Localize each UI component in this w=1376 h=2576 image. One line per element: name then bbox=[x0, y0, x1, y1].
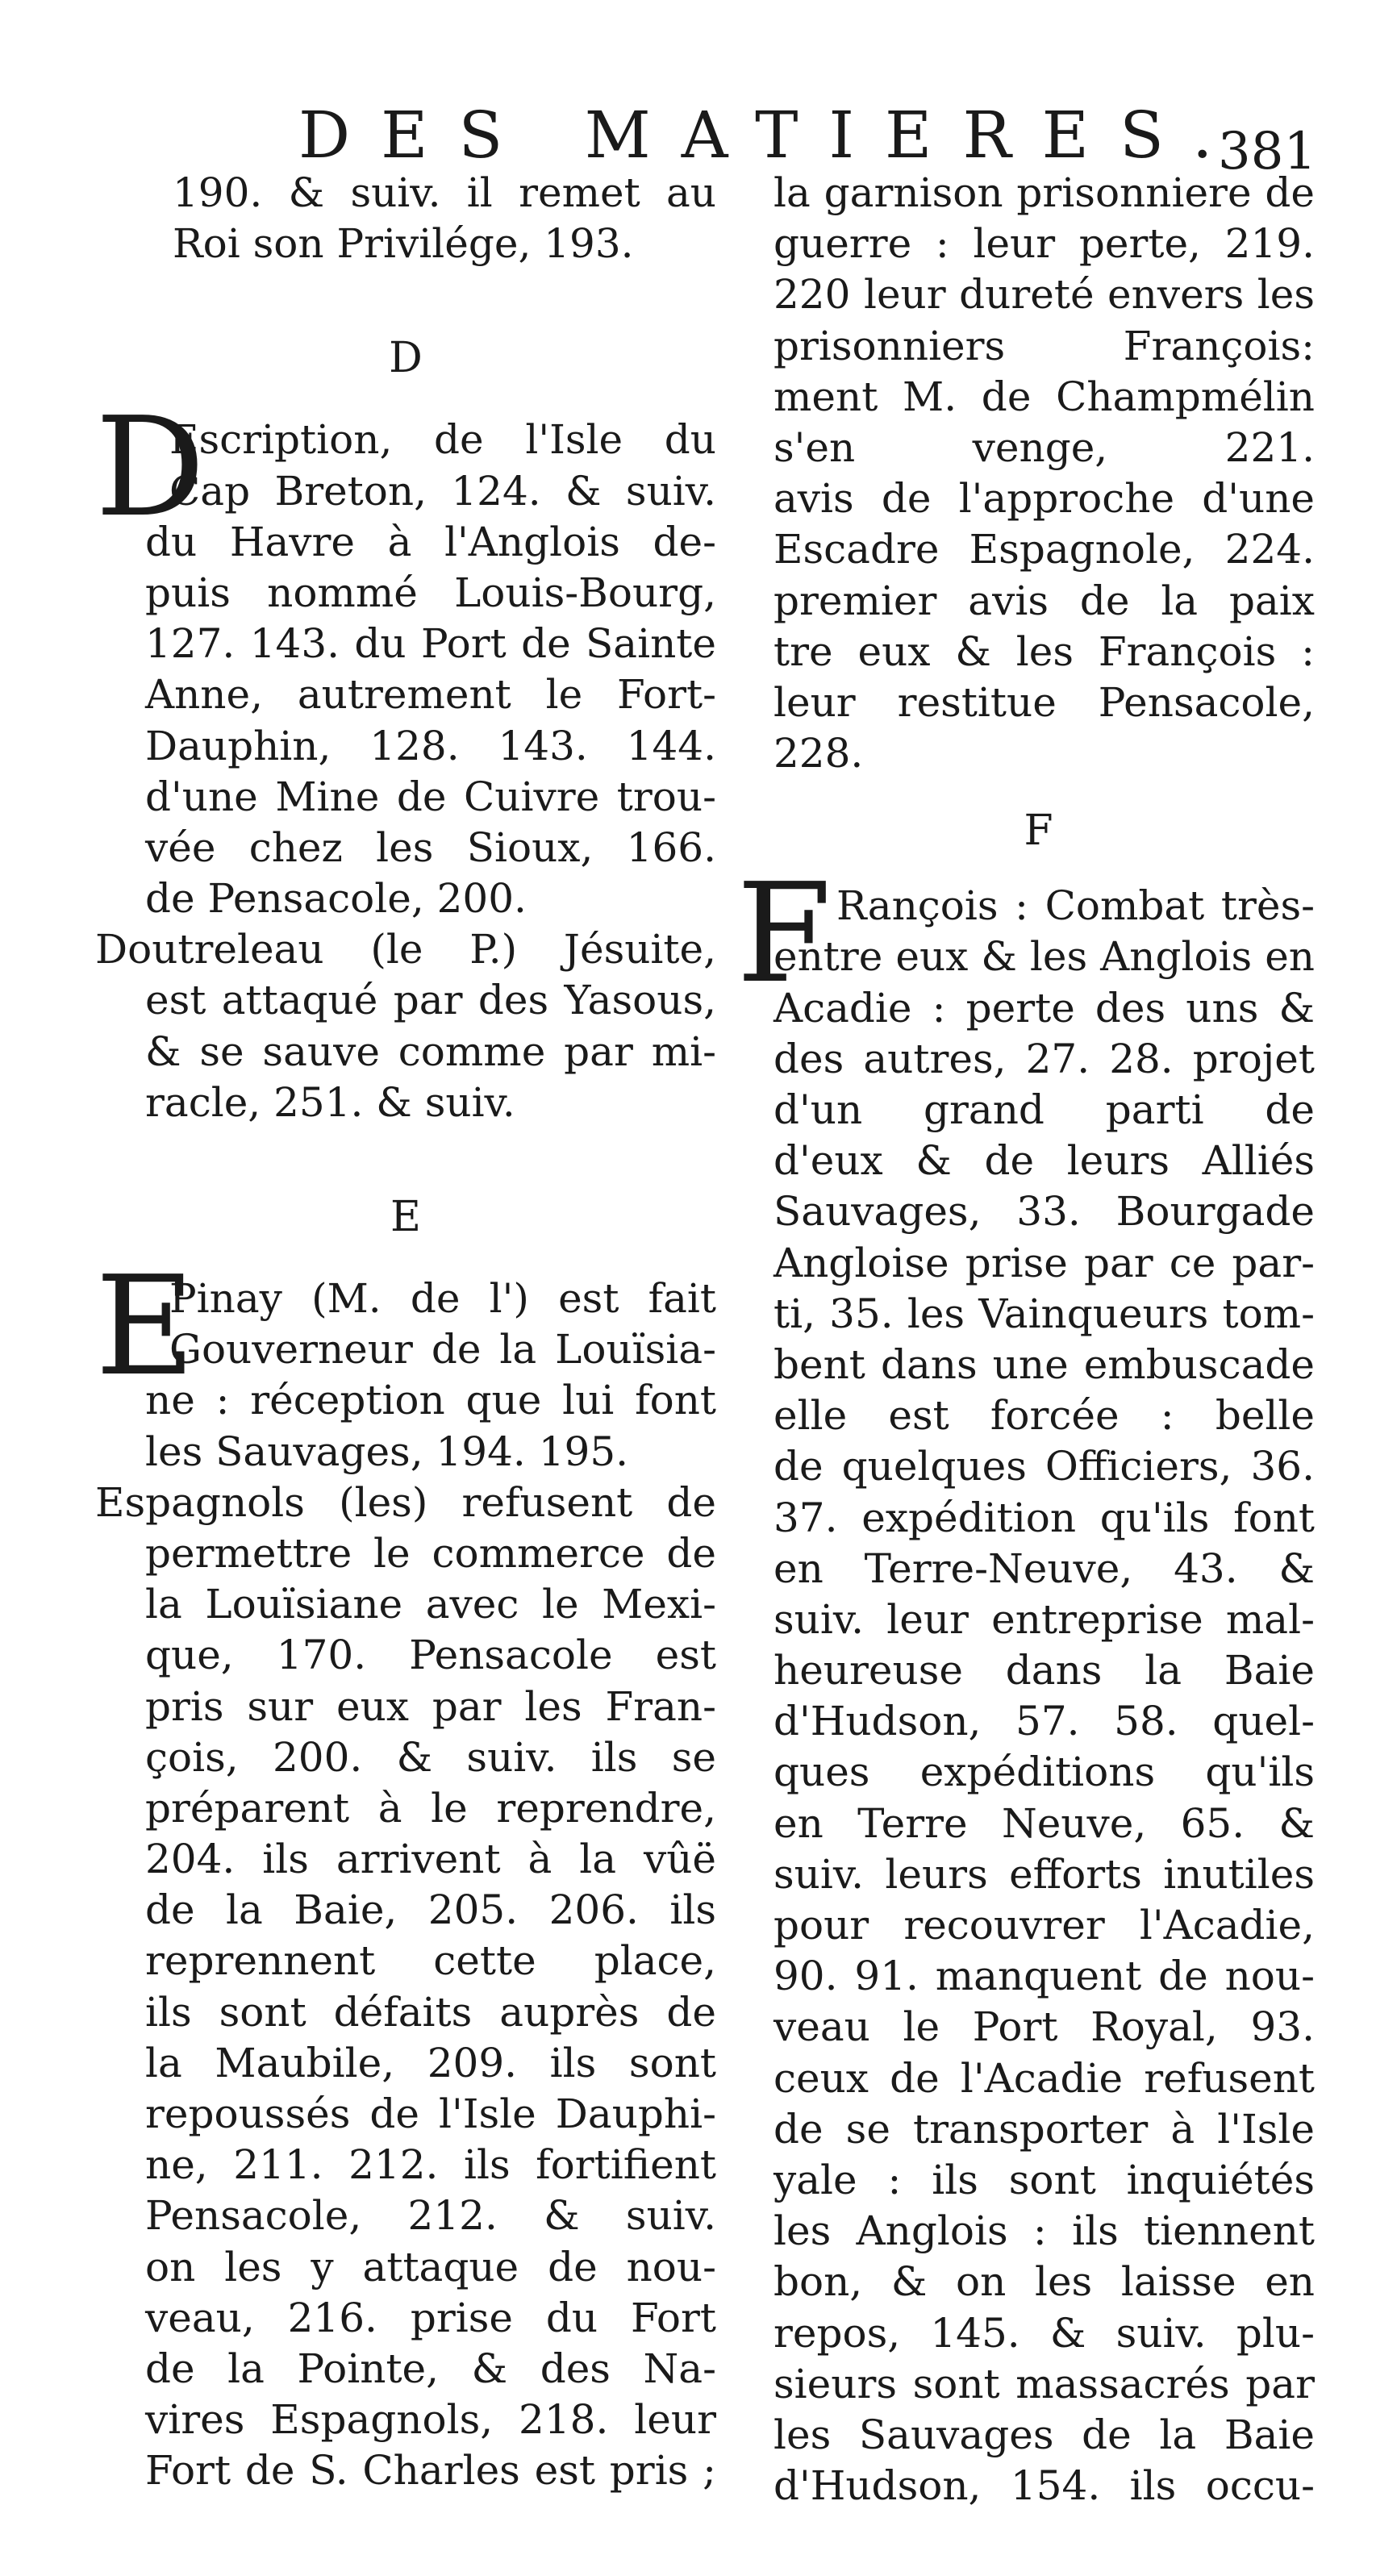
index-line: 190. & suiv. il remet au bbox=[173, 169, 716, 216]
right-column bbox=[736, 168, 1315, 2511]
index-line: en Terre Neuve, 65. & bbox=[773, 1799, 1315, 1847]
section-letter-d: D bbox=[389, 334, 423, 383]
index-line: d'eux & de leurs Alliés bbox=[773, 1137, 1315, 1185]
index-line: du Havre à l'Anglois de- bbox=[145, 518, 716, 565]
index-line: Espagnols (les) refusent de bbox=[95, 1478, 716, 1526]
index-line: ment M. de Champmélin bbox=[773, 373, 1315, 420]
index-line: suiv. leurs efforts inutiles bbox=[773, 1850, 1315, 1898]
index-line: vires Espagnols, 218. leur bbox=[145, 2396, 716, 2444]
index-line: d'Hudson, 57. 58. quel- bbox=[773, 1698, 1315, 1745]
index-line: de se transporter à l'Isle bbox=[773, 2105, 1315, 2153]
index-line: la garnison prisonniere de bbox=[773, 169, 1315, 216]
index-line: bon, & on les laisse en bbox=[773, 2258, 1315, 2306]
index-line: sieurs sont massacrés par bbox=[773, 2360, 1315, 2407]
index-line: Doutreleau (le P.) Jésuite, bbox=[95, 926, 716, 973]
running-head: DES MATIERES. bbox=[298, 98, 1244, 173]
index-line: Acadie : perte des uns & bbox=[773, 984, 1315, 1032]
index-line: en Terre-Neuve, 43. & bbox=[773, 1544, 1315, 1592]
index-line: veau, 216. prise du Fort bbox=[145, 2294, 716, 2341]
section-letter-e: E bbox=[390, 1193, 421, 1241]
index-line: ceux de l'Acadie refusent bbox=[773, 2054, 1315, 2102]
index-line: Dauphin, 128. 143. 144. bbox=[145, 722, 716, 769]
dropcap-f: F bbox=[736, 854, 832, 1015]
index-line: Rançois : Combat très- bbox=[836, 882, 1315, 930]
index-line: entre eux & les Anglois en bbox=[773, 933, 1315, 981]
index-line: des autres, 27. 28. projet bbox=[773, 1035, 1315, 1082]
index-line: Sauvages, 33. Bourgade bbox=[773, 1188, 1315, 1236]
index-line: ils sont défaits auprès de bbox=[145, 1988, 716, 2036]
index-line: reprennent cette place, bbox=[145, 1937, 716, 1985]
index-line: suiv. leur entreprise mal- bbox=[773, 1595, 1315, 1643]
index-line: ne : réception que lui font bbox=[145, 1377, 716, 1424]
index-line: puis nommé Louis-Bourg, bbox=[145, 569, 716, 616]
index-line: les Sauvages, 194. 195. bbox=[145, 1428, 629, 1475]
index-line: la Louïsiane avec le Mexi- bbox=[145, 1581, 716, 1628]
index-line: çois, 200. & suiv. ils se bbox=[145, 1733, 716, 1781]
index-line: Escription, de l'Isle du bbox=[169, 416, 716, 464]
index-line: Pensacole, 212. & suiv. bbox=[145, 2192, 716, 2240]
index-line: d'un grand parti de bbox=[773, 1086, 1315, 1133]
index-line: pour recouvrer l'Acadie, bbox=[773, 1902, 1315, 1949]
index-line: ne, 211. 212. ils fortifient bbox=[145, 2141, 716, 2189]
index-line: de quelques Officiers, 36. bbox=[773, 1443, 1315, 1490]
index-line: Angloise prise par ce par- bbox=[773, 1239, 1315, 1286]
index-line: prisonniers François: bbox=[773, 322, 1315, 369]
index-line: les Anglois : ils tiennent bbox=[773, 2207, 1315, 2255]
index-line: les Sauvages de la Baie bbox=[773, 2411, 1315, 2458]
index-line: 228. bbox=[773, 730, 864, 777]
index-line: Cap Breton, 124. & suiv. bbox=[169, 467, 716, 515]
index-line: Roi son Privilége, 193. bbox=[173, 220, 634, 268]
index-line: & se sauve comme par mi- bbox=[145, 1027, 716, 1075]
section-letter-f: F bbox=[1024, 807, 1053, 856]
index-line: heureuse dans la Baie bbox=[773, 1647, 1315, 1694]
index-line: premier avis de la paix bbox=[773, 577, 1315, 624]
index-line: préparent à le reprendre, bbox=[145, 1784, 716, 1832]
index-line: elle est forcée : belle bbox=[773, 1392, 1315, 1440]
index-line: 90. 91. manquent de nou- bbox=[773, 1953, 1315, 2000]
index-line: ques expéditions qu'ils bbox=[773, 1749, 1315, 1796]
index-line: de la Baie, 205. 206. ils bbox=[145, 1886, 716, 1934]
dropcap-d: D bbox=[95, 388, 206, 548]
entry-description bbox=[95, 388, 716, 924]
index-line: on les y attaque de nou- bbox=[145, 2243, 716, 2290]
index-line: veau le Port Royal, 93. bbox=[773, 2003, 1315, 2051]
index-line: s'en venge, 221. bbox=[773, 423, 1315, 471]
index-line: avis de l'approche d'une bbox=[773, 475, 1315, 523]
index-line: Pinay (M. de l') est fait bbox=[169, 1275, 716, 1322]
index-line: d'une Mine de Cuivre trou- bbox=[145, 773, 716, 820]
dropcap-e: E bbox=[95, 1247, 196, 1407]
index-line: Escadre Espagnole, 224. bbox=[773, 526, 1315, 573]
index-line: 220 leur dureté envers les bbox=[773, 271, 1315, 319]
index-line: Fort de S. Charles est pris ; bbox=[145, 2447, 716, 2495]
index-line: guerre : leur perte, 219. bbox=[773, 220, 1315, 268]
index-line: yale : ils sont inquiétés bbox=[773, 2156, 1315, 2203]
entry-francois bbox=[736, 854, 1315, 2511]
index-line: pris sur eux par les Fran- bbox=[145, 1682, 716, 1730]
index-line: est attaqué par des Yasous, bbox=[145, 977, 716, 1024]
index-line: que, 170. Pensacole est bbox=[145, 1632, 716, 1679]
index-line: repoussés de l'Isle Dauphi- bbox=[145, 2090, 716, 2137]
index-line: tre eux & les François : bbox=[773, 627, 1315, 675]
index-line: de Pensacole, 200. bbox=[145, 875, 527, 923]
index-line: 204. ils arrivent à la vûë bbox=[145, 1836, 716, 1883]
index-line: 127. 143. du Port de Sainte bbox=[145, 620, 716, 668]
index-line: ti, 35. les Vainqueurs tom- bbox=[773, 1290, 1315, 1337]
index-line: d'Hudson, 154. ils occu- bbox=[773, 2462, 1315, 2510]
entry-epinay bbox=[95, 1247, 716, 1478]
index-line: permettre le commerce de bbox=[145, 1529, 716, 1577]
index-line: bent dans une embuscade bbox=[773, 1340, 1315, 1388]
index-line: racle, 251. & suiv. bbox=[145, 1078, 515, 1126]
index-line: repos, 145. & suiv. plu- bbox=[773, 2309, 1315, 2357]
index-line: la Maubile, 209. ils sont bbox=[145, 2039, 716, 2086]
index-line: Gouverneur de la Louïsia- bbox=[169, 1326, 716, 1373]
left-column bbox=[95, 168, 716, 2497]
index-line: de la Pointe, & des Na- bbox=[145, 2345, 716, 2392]
index-line: 37. expédition qu'ils font bbox=[773, 1494, 1315, 1541]
index-line: Anne, autrement le Fort- bbox=[145, 671, 716, 719]
page-number: 381 bbox=[1218, 122, 1317, 181]
index-line: leur restitue Pensacole, bbox=[773, 678, 1315, 726]
index-line: vée chez les Sioux, 166. bbox=[145, 823, 716, 871]
